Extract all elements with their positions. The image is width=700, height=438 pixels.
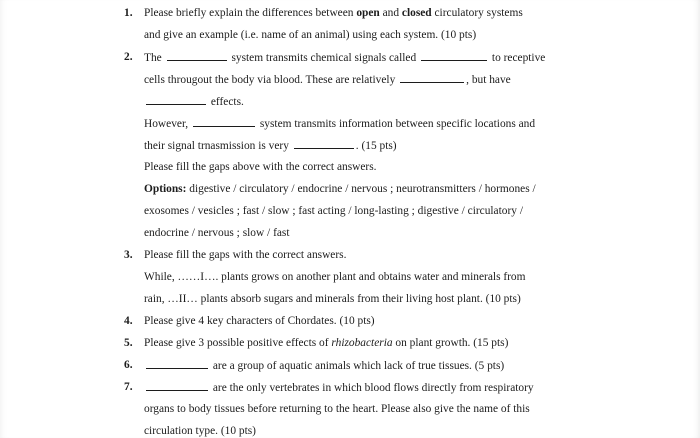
question-7-line-3: circulation type. (10 pts)	[144, 425, 256, 437]
question-2-line-3	[144, 94, 244, 109]
question-7-line-2: organs to body tissues before returning to the heart. Please also give the name of this	[144, 403, 530, 415]
options-label: Options:	[144, 183, 187, 195]
q2-l4-b: system transmits information between specific locations and	[259, 118, 536, 130]
q1-text-a: Please briefly explain the differences between	[144, 7, 357, 19]
blank-3[interactable]	[400, 72, 464, 83]
question-2-options-line-2: exosomes / vesicles ; fast / slow ; fast acting / long-lasting ; digestive / circulatory /	[144, 205, 523, 217]
question-3-line-1: Please fill the gaps with the correct answers.	[144, 249, 347, 261]
blank-4[interactable]	[146, 94, 206, 105]
blank-5[interactable]	[193, 116, 255, 127]
options-l1: digestive / circulatory / endocrine / nervous ; neurotransmitters / hormones /	[186, 183, 536, 195]
question-3-line-2: While, ……I…. plants grows on another plant and obtains water and minerals from	[144, 271, 526, 283]
question-4-number: 4.	[124, 315, 133, 327]
q2-l5-a: their signal trnasmission is very	[144, 140, 289, 152]
question-5-number: 5.	[124, 337, 133, 349]
question-7-number: 7.	[124, 381, 133, 393]
question-3-line-3: rain, …II… plants absorb sugars and minerals from their living host plant. (10 pts)	[144, 293, 521, 305]
question-7-line-1	[144, 380, 534, 395]
q2-l2-b: , but have	[466, 74, 511, 86]
blank-8[interactable]	[146, 380, 208, 391]
q2-l5-b: . (15 pts)	[355, 140, 397, 152]
blank-2[interactable]	[421, 50, 487, 61]
question-6-text	[144, 358, 504, 373]
q5-text-b: on plant growth. (15 pts)	[392, 337, 509, 349]
q2-l1-a: The	[144, 52, 162, 64]
question-4-text: Please give 4 key characters of Chordates. (10 pts)	[144, 315, 375, 327]
blank-1[interactable]	[167, 50, 227, 61]
question-5-text	[144, 336, 508, 350]
q7-l1: are the only vertebrates in which blood flows directly from respiratory	[212, 382, 534, 394]
question-2-line-5	[144, 138, 397, 153]
question-3-number: 3.	[124, 249, 133, 261]
question-2-number: 2.	[124, 51, 133, 63]
question-2-line-1	[144, 50, 545, 65]
question-2-line-2	[144, 72, 511, 87]
question-6-number: 6.	[124, 359, 133, 371]
question-1-line-1	[144, 6, 523, 20]
q1-open: open	[356, 7, 380, 19]
question-2-options-line-1	[144, 182, 536, 196]
q1-closed: closed	[401, 7, 432, 19]
blank-6[interactable]	[294, 138, 354, 149]
q5-italic: rhizobacteria	[331, 337, 393, 349]
q2-l2-a: cells througout the body via blood. These are relatively	[144, 74, 396, 86]
question-1-number: 1.	[124, 7, 133, 19]
q2-l1-b: system transmits chemical signals called	[231, 52, 417, 64]
question-2-options-line-3: endocrine / nervous ; slow / fast	[144, 227, 290, 239]
question-2-line-4	[144, 116, 535, 131]
q2-l4-a: However,	[144, 118, 189, 130]
q2-l1-c: to receptive	[491, 52, 546, 64]
q6-text: are a group of aquatic animals which lack of true tissues. (5 pts)	[212, 360, 505, 372]
q5-text-a: Please give 3 possible positive effects of	[144, 337, 332, 349]
question-1-line-2: and give an example (i.e. name of an animal) using each system. (10 pts)	[144, 29, 477, 41]
question-2-instruction: Please fill the gaps above with the correct answers.	[144, 161, 377, 173]
q1-and: and	[379, 7, 402, 19]
blank-7[interactable]	[146, 358, 208, 369]
q2-l3: effects.	[210, 96, 244, 108]
q1-text-b: circulatory systems	[431, 7, 523, 19]
